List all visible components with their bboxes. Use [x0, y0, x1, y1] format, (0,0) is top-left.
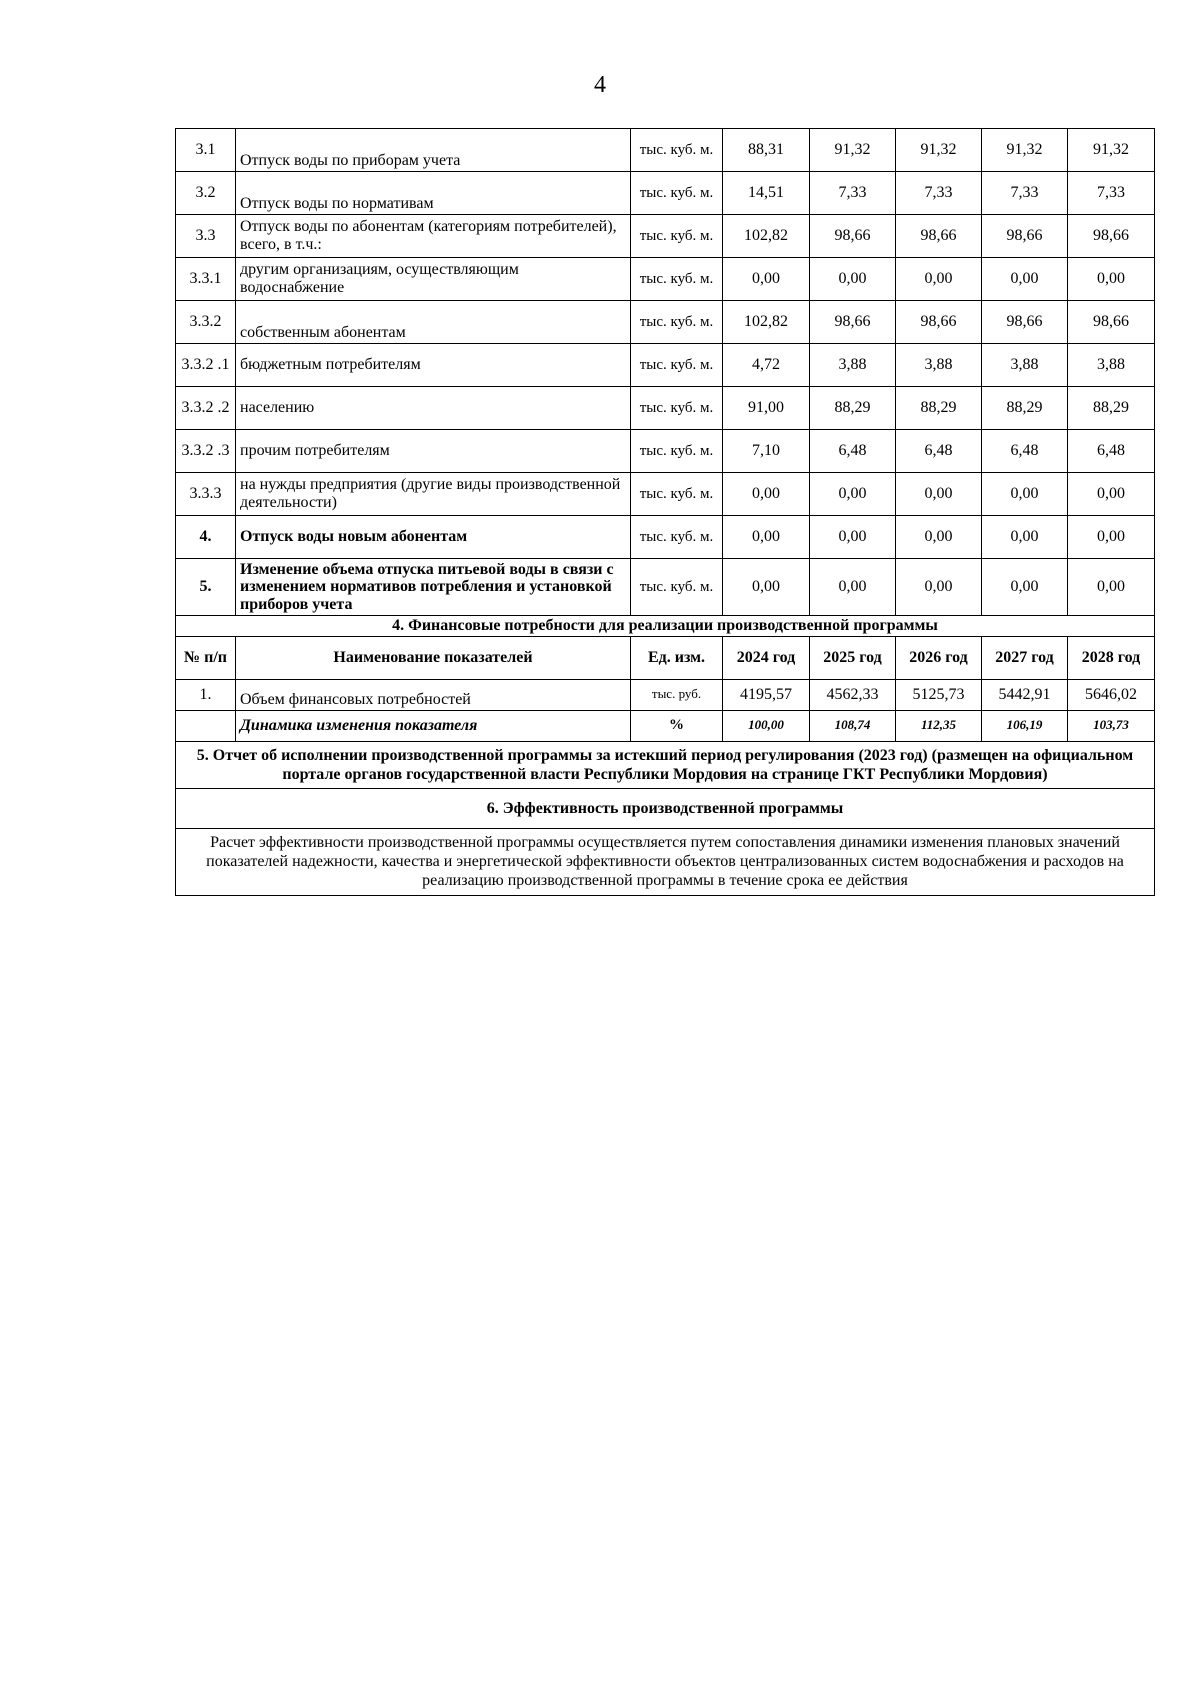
row-value: 0,00 — [982, 559, 1068, 616]
dynamics-unit: % — [631, 710, 723, 741]
row-value: 88,31 — [723, 129, 810, 172]
row-num: 3.3.2 — [176, 301, 236, 344]
row-value: 7,10 — [723, 430, 810, 473]
row-value: 6,48 — [810, 430, 896, 473]
table-row — [176, 215, 1155, 258]
row-value: 0,00 — [1068, 473, 1155, 516]
row-value: 0,00 — [810, 516, 896, 559]
row-value: 88,29 — [982, 387, 1068, 430]
row-name: на нужды предприятия (другие виды производственной деятельности) — [236, 473, 631, 516]
header-year-2026: 2026 год — [896, 636, 982, 679]
page-number: 4 — [594, 72, 606, 98]
row-value: 0,00 — [1068, 258, 1155, 301]
row-value: 0,00 — [896, 473, 982, 516]
dynamics-num — [176, 710, 236, 741]
row-unit: тыс. куб. м. — [631, 387, 723, 430]
row-value: 98,66 — [982, 215, 1068, 258]
row-value: 7,33 — [982, 172, 1068, 215]
production-program-table — [175, 128, 1155, 896]
row-name: другим организациям, осуществляющим водоснабжение — [236, 258, 631, 301]
header-year-2027: 2027 год — [982, 636, 1068, 679]
row-value: 98,66 — [810, 215, 896, 258]
header-year-2028: 2028 год — [1068, 636, 1155, 679]
dynamics-value-2025: 108,74 — [810, 710, 896, 741]
header-year-2025: 2025 год — [810, 636, 896, 679]
row-value: 4,72 — [723, 344, 810, 387]
row-name: прочим потребителям — [236, 430, 631, 473]
row-value: 0,00 — [982, 516, 1068, 559]
row-name: Отпуск воды по абонентам (категориям потребителей), всего, в т.ч.: — [236, 215, 631, 258]
row-value: 91,32 — [1068, 129, 1155, 172]
row-num: 5. — [176, 559, 236, 616]
row-num: 3.3.3 — [176, 473, 236, 516]
row-num: 3.1 — [176, 129, 236, 172]
row-unit: тыс. куб. м. — [631, 301, 723, 344]
row-unit: тыс. куб. м. — [631, 129, 723, 172]
row-value: 0,00 — [723, 473, 810, 516]
row-num: 3.3.1 — [176, 258, 236, 301]
finance-value-2028: 5646,02 — [1068, 679, 1155, 710]
row-num: 3.3.2 .2 — [176, 387, 236, 430]
finance-unit: тыс. руб. — [631, 679, 723, 710]
row-value: 98,66 — [810, 301, 896, 344]
row-value: 0,00 — [896, 559, 982, 616]
row-num: 3.3.2 .3 — [176, 430, 236, 473]
row-value: 88,29 — [1068, 387, 1155, 430]
row-value: 0,00 — [723, 258, 810, 301]
table-row — [176, 387, 1155, 430]
row-unit: тыс. куб. м. — [631, 559, 723, 616]
row-num: 3.3.2 .1 — [176, 344, 236, 387]
data-rows — [176, 129, 1155, 616]
row-value: 3,88 — [896, 344, 982, 387]
row-value: 98,66 — [896, 301, 982, 344]
row-name: бюджетным потребителям — [236, 344, 631, 387]
row-value: 88,29 — [810, 387, 896, 430]
row-value: 0,00 — [982, 473, 1068, 516]
row-name: Изменение объема отпуска питьевой воды в связи с изменением нормативов потребления и установкой приборов учета — [236, 559, 631, 616]
row-value: 0,00 — [1068, 559, 1155, 616]
row-name: Отпуск воды по нормативам — [236, 172, 631, 215]
dynamics-value-2028: 103,73 — [1068, 710, 1155, 741]
finance-row — [176, 679, 1155, 710]
row-value: 102,82 — [723, 215, 810, 258]
section6-text: Расчет эффективности производственной программы осуществляется путем сопоставления динамики изменения плановых значений показателей надежности, качества и энергетической эффективности объектов централизованных систем водоснабжения и расходов на реализацию производственной программы в течение срока ее действия — [176, 828, 1155, 895]
dynamics-name: Динамика изменения показателя — [236, 710, 631, 741]
row-value: 6,48 — [1068, 430, 1155, 473]
row-value: 98,66 — [982, 301, 1068, 344]
row-value: 88,29 — [896, 387, 982, 430]
row-value: 3,88 — [982, 344, 1068, 387]
section4-block — [176, 616, 1155, 742]
row-num: 4. — [176, 516, 236, 559]
row-name: Отпуск воды по приборам учета — [236, 129, 631, 172]
table-row — [176, 344, 1155, 387]
row-num: 3.3 — [176, 215, 236, 258]
section4-title: 4. Финансовые потребности для реализации производственной программы — [176, 616, 1155, 637]
row-value: 0,00 — [810, 559, 896, 616]
row-value: 3,88 — [810, 344, 896, 387]
row-unit: тыс. куб. м. — [631, 258, 723, 301]
finance-value-2024: 4195,57 — [723, 679, 810, 710]
row-value: 98,66 — [1068, 301, 1155, 344]
row-value: 91,32 — [982, 129, 1068, 172]
header-name: Наименование показателей — [236, 636, 631, 679]
row-value: 0,00 — [723, 559, 810, 616]
row-value: 0,00 — [810, 473, 896, 516]
header-year-2024: 2024 год — [723, 636, 810, 679]
dynamics-value-2026: 112,35 — [896, 710, 982, 741]
row-value: 6,48 — [982, 430, 1068, 473]
row-value: 0,00 — [810, 258, 896, 301]
finance-name: Объем финансовых потребностей — [236, 679, 631, 710]
header-num: № п/п — [176, 636, 236, 679]
row-unit: тыс. куб. м. — [631, 172, 723, 215]
row-num: 3.2 — [176, 172, 236, 215]
dynamics-row — [176, 710, 1155, 741]
row-value: 0,00 — [896, 258, 982, 301]
row-value: 102,82 — [723, 301, 810, 344]
row-unit: тыс. куб. м. — [631, 215, 723, 258]
section5-block — [176, 741, 1155, 788]
row-value: 91,32 — [896, 129, 982, 172]
finance-num: 1. — [176, 679, 236, 710]
finance-value-2026: 5125,73 — [896, 679, 982, 710]
row-value: 98,66 — [896, 215, 982, 258]
dynamics-value-2027: 106,19 — [982, 710, 1068, 741]
row-name: собственным абонентам — [236, 301, 631, 344]
table-row — [176, 430, 1155, 473]
row-value: 6,48 — [896, 430, 982, 473]
row-value: 0,00 — [723, 516, 810, 559]
finance-value-2027: 5442,91 — [982, 679, 1068, 710]
dynamics-value-2024: 100,00 — [723, 710, 810, 741]
row-value: 7,33 — [810, 172, 896, 215]
row-value: 98,66 — [1068, 215, 1155, 258]
table-row — [176, 301, 1155, 344]
row-value: 0,00 — [982, 258, 1068, 301]
row-unit: тыс. куб. м. — [631, 516, 723, 559]
table-row — [176, 516, 1155, 559]
row-unit: тыс. куб. м. — [631, 430, 723, 473]
row-value: 0,00 — [896, 516, 982, 559]
row-value: 91,00 — [723, 387, 810, 430]
row-value: 7,33 — [896, 172, 982, 215]
row-unit: тыс. куб. м. — [631, 473, 723, 516]
section6-title: 6. Эффективность производственной программы — [176, 788, 1155, 828]
row-value: 0,00 — [1068, 516, 1155, 559]
table-row — [176, 129, 1155, 172]
table-row — [176, 172, 1155, 215]
section5-title: 5. Отчет об исполнении производственной программы за истекший период регулирования (2023 год) (размещен на официальном портале органов государственной власти Республики Мордовия на странице ГКТ Республики Мордовия) — [176, 741, 1155, 788]
row-name: населению — [236, 387, 631, 430]
table-row — [176, 473, 1155, 516]
row-value: 91,32 — [810, 129, 896, 172]
table-row — [176, 559, 1155, 616]
row-unit: тыс. куб. м. — [631, 344, 723, 387]
finance-value-2025: 4562,33 — [810, 679, 896, 710]
row-value: 3,88 — [1068, 344, 1155, 387]
header-unit: Ед. изм. — [631, 636, 723, 679]
table-row — [176, 258, 1155, 301]
row-value: 14,51 — [723, 172, 810, 215]
row-value: 7,33 — [1068, 172, 1155, 215]
row-name: Отпуск воды новым абонентам — [236, 516, 631, 559]
section6-block — [176, 788, 1155, 895]
section4-header-row — [176, 636, 1155, 679]
